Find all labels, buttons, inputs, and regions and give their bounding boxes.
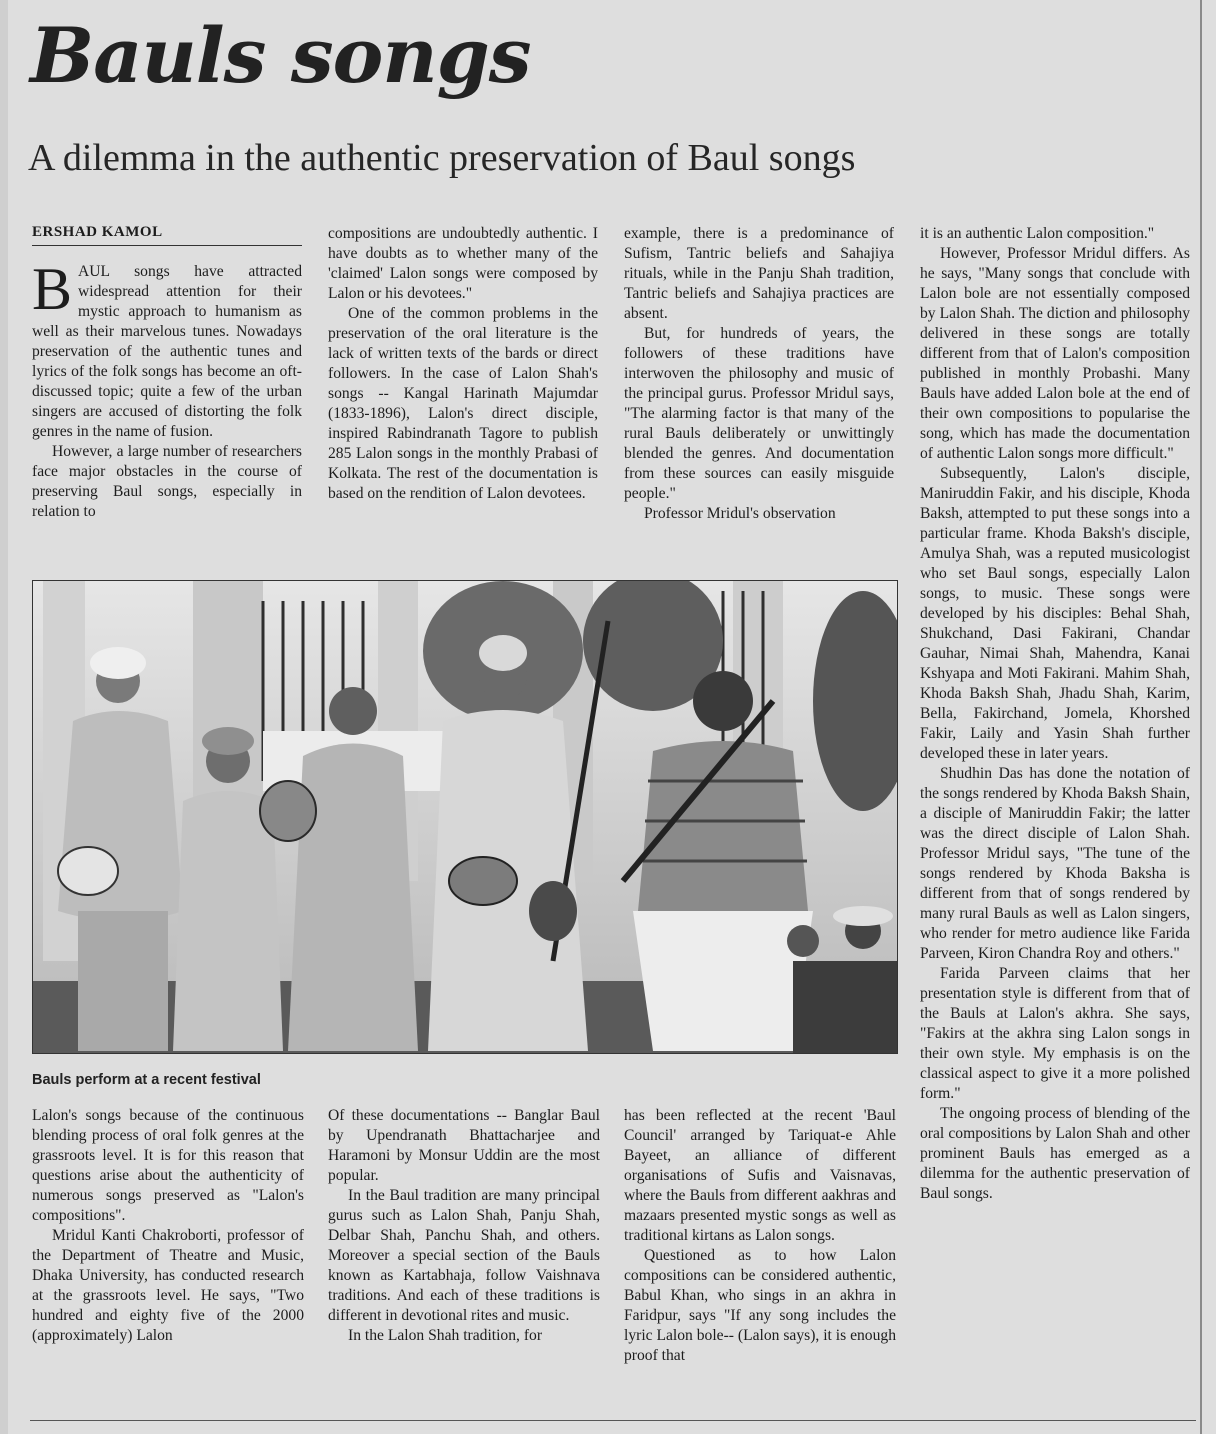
paragraph: Shudhin Das has done the notation of the songs rendered by Khoda Baksh Shain, a disciple of Maniruddin Fakir; the latter was the direct disciple of Lalon Shah. Professor Mridul says, "The tune of the songs rendered by Khoda Baksha is different from that of songs rendered by many rural Bauls as well as Lalon singers, who render for metro audience like Farida Parveen, Kiron Chandra Roy and others." [920,765,1190,962]
drop-cap: B [32,262,73,322]
paragraph: One of the common problems in the preservation of the oral literature is the lack of written texts of the bards or direct followers. In the case of Lalon Shah's songs -- Kangal Harinath Majumdar (1833-1896), Lalon's direct disciple, inspired Rabindranath Tagore to publish 285 Lalon songs in the monthly Prabasi of Kolkata. The rest of the documentation is based on the rendition of Lalon devotees. [328,305,598,502]
page-left-edge [0,0,8,1434]
paragraph: However, Professor Mridul differs. As he says, "Many songs that conclude with Lalon bole are not essentially composed by Lalon Shah. The diction and philosophy delivered in these songs are totally different from that of Lalon's composition published in monthly Probashi. Many Bauls have added Lalon bole at the end of their own compositions to popularise the song, which has made the documentation of authentic Lalon songs more difficult." [920,245,1190,462]
paragraph: compositions are undoubtedly authentic. I have doubts as to whether many of the 'claimed' Lalon songs were composed by Lalon or his devotees." [328,225,598,302]
paragraph: Professor Mridul's observation [644,505,836,522]
headline: Bauls songs [30,11,531,100]
paragraph: Subsequently, Lalon's disciple, Maniruddin Fakir, and his disciple, Khoda Baksh, attempted to put these songs into a particular frame. Khoda Baksh's disciple, Amulya Shah, was a reputed musicologist who set Baul songs, especially Lalon songs, to music. These songs were developed by his disciples: Behal Shah, Shukchand, Dasi Fakirani, Chandar Gauhar, Nimai Shah, Mahendra, Kanai Kshyapa and Moti Fakirani. Mahim Shah, Khoda Baksh Shah, Jhadu Shah, Karim, Bella, Fakirchand, Jomela, Khorshed Fakir, Laily and Yasin Shah further developed these in later years. [920,465,1190,762]
column-rule-right [1200,0,1202,1434]
column-1-top [32,262,302,568]
column-4 [920,224,1190,1416]
paragraph: example, there is a predominance of Sufism, Tantric beliefs and Sahajiya rituals, while in the Panju Shah tradition, Tantric beliefs and Sahajiya practices are absent. [624,225,894,322]
column-1-bottom [32,1106,304,1416]
paragraph: it is an authentic Lalon composition." [920,225,1155,242]
byline: ERSHAD KAMOL [32,224,302,246]
paragraph: Of these documentations -- Banglar Baul by Upendranath Bhattacharjee and Haramoni by Monsur Uddin are the most popular. [328,1107,600,1184]
news-photo [32,580,898,1054]
column-3-top [624,224,894,568]
paragraph: has been reflected at the recent 'Baul Council' arranged by Tariquat-e Ahle Bayeet, an alliance of different organisations of Sufis and Vaisnavas, where the Bauls from different aakhras and mazaars presented mystic songs as well as traditional kirtans as Lalon songs. [624,1107,896,1244]
paragraph: Mridul Kanti Chakroborti, professor of the Department of Theatre and Music, Dhaka University, has conducted research at the grassroots level. He says, "Two hundred and eighty five of the 2000 (approximately) Lalon [32,1227,304,1344]
paragraph: Questioned as to how Lalon compositions can be considered authentic, Babul Khan, who sings in an akhra in Faridpur, says "If any song includes the lyric Lalon bole-- (Lalon says), it is enough proof that [624,1247,896,1364]
column-3-bottom [624,1106,896,1416]
paragraph: But, for hundreds of years, the followers of these traditions have interwoven the philosophy and music of the principal gurus. Professor Mridul says, "The alarming factor is that many of the rural Bauls deliberately or unwittingly blended the genres. And documentation from these sources can easily misguide people." [624,325,894,502]
paragraph: BAUL songs have attracted widespread attention for their mystic approach to humanism as well as their marvelous tunes. Nowadays preservation of the authentic tunes and lyrics of the folk songs has become an oft-discussed topic; quite a few of the urban singers are accused of distorting the folk genres in the name of fusion. [32,262,302,440]
column-2-top [328,224,598,568]
baul-performers-photo [33,581,897,1053]
subheadline: A dilemma in the authentic preservation of Baul songs [28,137,856,179]
paragraph: Lalon's songs because of the continuous blending process of oral folk genres at the grassroots level. It is for this reason that questions arise about the authenticity of numerous songs preserved as "Lalon's compositions". [32,1107,304,1224]
paragraph: However, a large number of researchers face major obstacles in the course of preserving Baul songs, especially in relation to [32,443,302,520]
paragraph: The ongoing process of blending of the oral compositions by Lalon Shah and other prominent Bauls has emerged as a dilemma for the authentic preservation of Baul songs. [920,1105,1190,1202]
paragraph: In the Baul tradition are many principal gurus such as Lalon Shah, Panju Shah, Delbar Shah, Panchu Shah, and others. Moreover a special section of the Bauls known as Kartabhaja, follow Vaishnava traditions. And each of these traditions is different in devotional rites and music. [328,1187,600,1324]
paragraph: In the Lalon Shah tradition, for [348,1327,543,1344]
bottom-rule [30,1420,1196,1421]
paragraph: Farida Parveen claims that her presentation style is different from that of the Bauls at Lalon's akhra. She says, "Fakirs at the akhra sing Lalon songs in their own style. My emphasis is on the classical aspect to give it a more polished form." [920,965,1190,1102]
column-2-bottom [328,1106,600,1416]
photo-caption: Bauls perform at a recent festival [32,1072,261,1088]
